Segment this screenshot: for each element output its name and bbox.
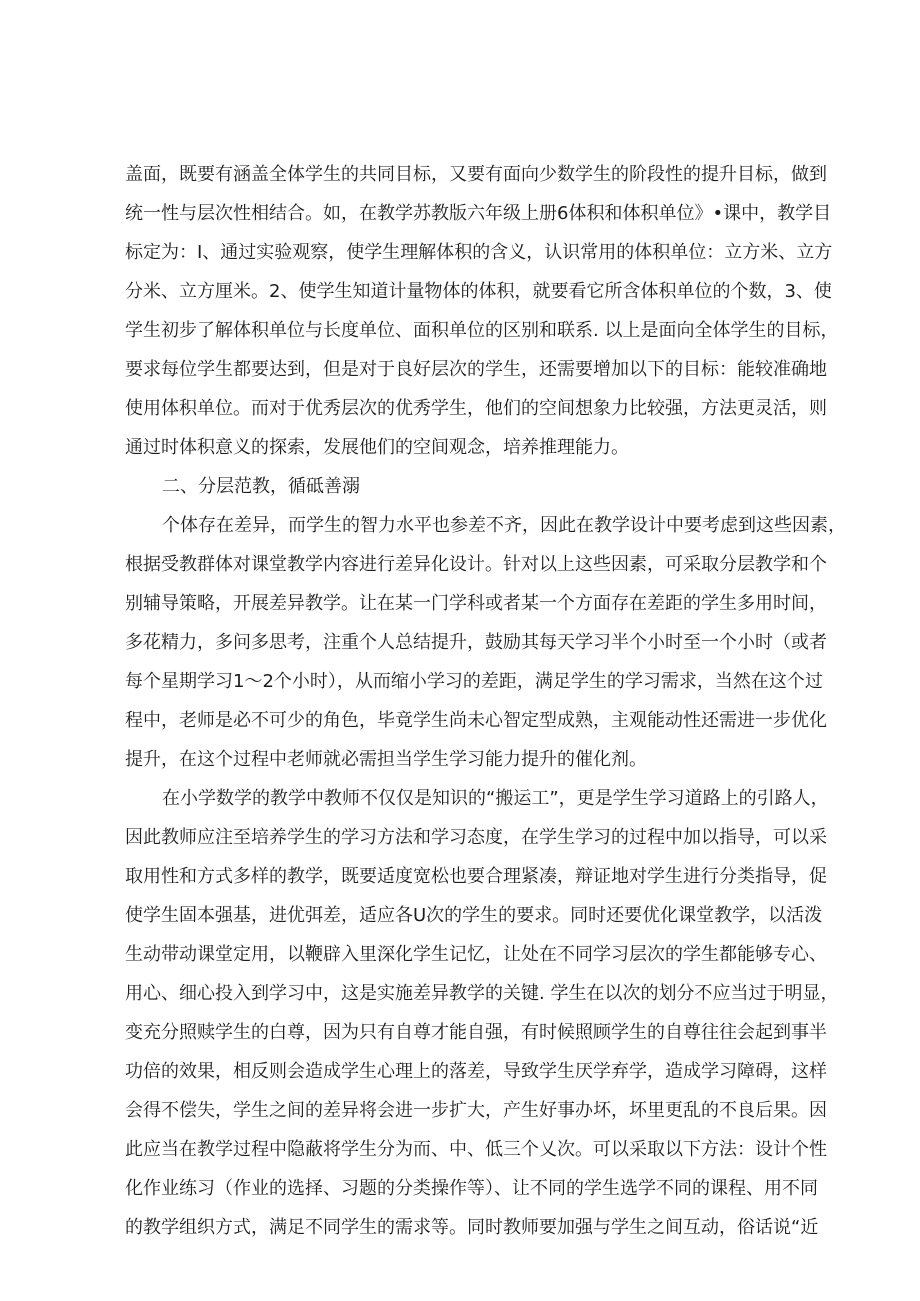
text-line: 使学生固本强基，进优弭差，适应各U次的学生的要求。同时还要优化课堂教学，以活泼: [125, 905, 823, 926]
text-line: 分米、立方厘米。2、使学生知道计量物体的体积，就要看它所含体积单位的个数，3、使: [125, 281, 832, 302]
paragraph-1: [125, 155, 839, 467]
text-line: 盖面，既要有涵盖全体学生的共同目标，又要有面向少数学生的阶段性的提升目标，做到: [125, 164, 827, 185]
text-line: 用心、细心投入到学习中，这是实施差异教学的关键. 学生在以次的划分不应当过于明显，: [125, 983, 839, 1004]
text-line: 标定为：I、通过实验观察，使学生理解体积的含义，认识常用的体积单位：立方米、立方: [125, 242, 833, 263]
paragraph-3: [125, 779, 839, 1247]
text-line: 的教学组织方式，满足不同学生的需求等。同时教师要加强与学生之间互动，俗话说“近: [125, 1217, 819, 1238]
section-heading: [125, 467, 795, 506]
text-line: 提升，在这个过程中老师就必需担当学生学习能力提升的催化剂。: [125, 749, 647, 770]
text-line: 化作业练习（作业的选择、习题的分类操作等）、让不同的学生选学不同的课程、用不同: [125, 1178, 818, 1199]
text-line: 要求每位学生都要达到，但是对于良好层次的学生，还需要增加以下的目标：能较准确地: [125, 359, 827, 380]
text-line: 通过时体积意义的探索，发展他们的空间观念，培养推理能力。: [125, 437, 629, 458]
section-heading-text: 二、分层范教，循砥善溺: [162, 476, 360, 497]
text-line: 会得不偿失，学生之间的差异将会进一步扩大，产生好事办坏，坏里更乱的不良后果。因: [125, 1100, 827, 1121]
text-line: 根据受教群体对课堂教学内容进行差异化设计。针对以上这些因素，可采取分层教学和个: [125, 554, 827, 575]
text-line: 使用体积单位。而对于优秀层次的优秀学生，他们的空间想象力比较强，方法更灵活，则: [125, 398, 827, 419]
paragraph-2: [125, 506, 846, 779]
text-line: 功倍的效果，相反则会造成学生心理上的落差，导致学生厌学弃学，造成学习障碍，这样: [125, 1061, 827, 1082]
text-line: 生动带动课堂定用，以鞭辟入里深化学生记忆，让处在不同学习层次的学生都能够专心、: [125, 944, 827, 965]
text-line: 在小学数学的教学中教师不仅仅是知识的“搬运工”，更是学生学习道路上的引路人，: [162, 788, 829, 809]
text-line: 多花精力，多问多思考，注重个人总结提升，鼓励其每天学习半个小时至一个小时（或者: [125, 632, 827, 653]
text-line: 取用性和方式多样的教学，既要适度宽松也要合理紧凑，辩证地对学生进行分类指导，促: [125, 866, 827, 887]
text-line: 此应当在教学过程中隐蔽将学生分为而、中、低三个乂次。可以采取以下方法：设计个性: [125, 1139, 827, 1160]
text-line: 因此教师应注至培养学生的学习方法和学习态度，在学生学习的过程中加以指导，可以采: [125, 827, 827, 848]
text-line: 别辅导策略，开展差异教学。让在某一门学科或者某一个方面存在差距的学生多用时间，: [125, 593, 827, 614]
text-line: 统一性与层次性相结合。如，在教学苏教版六年级上册6体积和体积单位》•课中，教学目: [125, 203, 832, 224]
text-line: 个体存在差异，而学生的智力水平也参差不齐，因此在教学设计中要考虑到这些因素，: [162, 515, 846, 536]
text-line: 学生初步了解体积单位与长度单位、面积单位的区别和联系. 以上是面向全体学生的目标，: [125, 320, 839, 341]
text-line: 程中，老师是必不可少的角色，毕竟学生尚未心智定型成熟，主观能动性还需进一步优化: [125, 710, 827, 731]
document-body: [125, 155, 846, 1247]
text-line: 变充分照赎学生的白尊，因为只有自尊才能自强，有时候照顾学生的自尊往往会起到事半: [125, 1022, 827, 1043]
text-line: 每个星期学习1〜2个小时），从而缩小学习的差距，满足学生的学习需求，当然在这个过: [125, 671, 823, 692]
